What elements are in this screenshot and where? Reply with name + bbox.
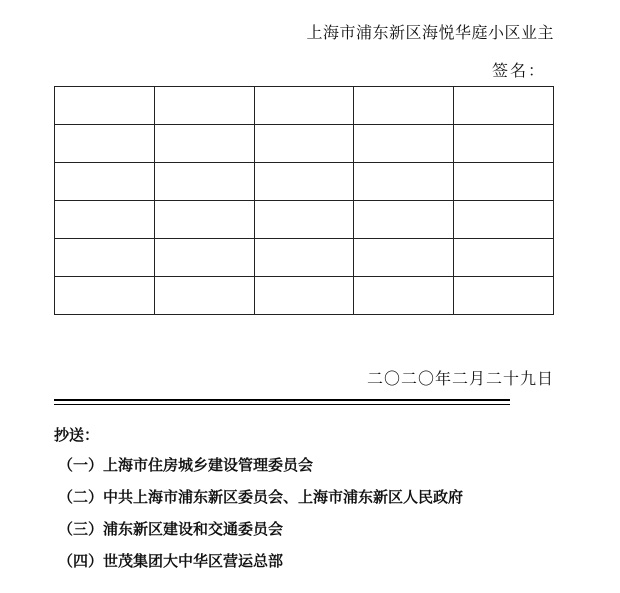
signature-cell xyxy=(254,239,354,277)
signature-row xyxy=(55,239,554,277)
signature-cell xyxy=(354,239,454,277)
signature-cell xyxy=(55,201,155,239)
signature-cell xyxy=(354,277,454,315)
signature-cell xyxy=(454,201,554,239)
signature-cell xyxy=(454,163,554,201)
divider-thick xyxy=(54,399,510,401)
signature-cell xyxy=(254,201,354,239)
cc-item: （二）中共上海市浦东新区委员会、上海市浦东新区人民政府 xyxy=(58,488,464,506)
signature-cell xyxy=(55,239,155,277)
cc-label: 抄送： xyxy=(54,426,100,444)
signature-cell xyxy=(154,201,254,239)
document-date: 二〇二〇年二月二十九日 xyxy=(366,369,554,388)
signature-cell xyxy=(154,239,254,277)
signature-cell xyxy=(454,239,554,277)
signature-cell xyxy=(254,163,354,201)
signer-line: 上海市浦东新区海悦华庭小区业主 xyxy=(306,23,554,42)
signature-row xyxy=(55,163,554,201)
signature-cell xyxy=(454,125,554,163)
signature-cell xyxy=(55,125,155,163)
signature-cell xyxy=(354,87,454,125)
signature-cell xyxy=(154,87,254,125)
signature-cell xyxy=(55,163,155,201)
signature-row xyxy=(55,201,554,239)
signature-label: 签名： xyxy=(491,61,546,80)
cc-item: （一）上海市住房城乡建设管理委员会 xyxy=(58,456,314,474)
signature-cell xyxy=(55,277,155,315)
signature-table xyxy=(54,86,554,315)
signature-cell xyxy=(154,125,254,163)
signature-cell xyxy=(454,277,554,315)
signature-row xyxy=(55,277,554,315)
signature-cell xyxy=(254,277,354,315)
signature-cell xyxy=(154,163,254,201)
cc-item: （三）浦东新区建设和交通委员会 xyxy=(58,520,284,538)
cc-item: （四）世茂集团大中华区营运总部 xyxy=(58,552,284,570)
signature-cell xyxy=(454,87,554,125)
signature-cell xyxy=(354,201,454,239)
signature-cell xyxy=(154,277,254,315)
signature-cell xyxy=(55,87,155,125)
signature-row xyxy=(55,125,554,163)
signature-cell xyxy=(354,125,454,163)
signature-row xyxy=(55,87,554,125)
signature-cell xyxy=(354,163,454,201)
cc-list xyxy=(58,455,463,583)
signature-cell xyxy=(254,125,354,163)
signature-cell xyxy=(254,87,354,125)
divider-thin xyxy=(54,404,510,405)
